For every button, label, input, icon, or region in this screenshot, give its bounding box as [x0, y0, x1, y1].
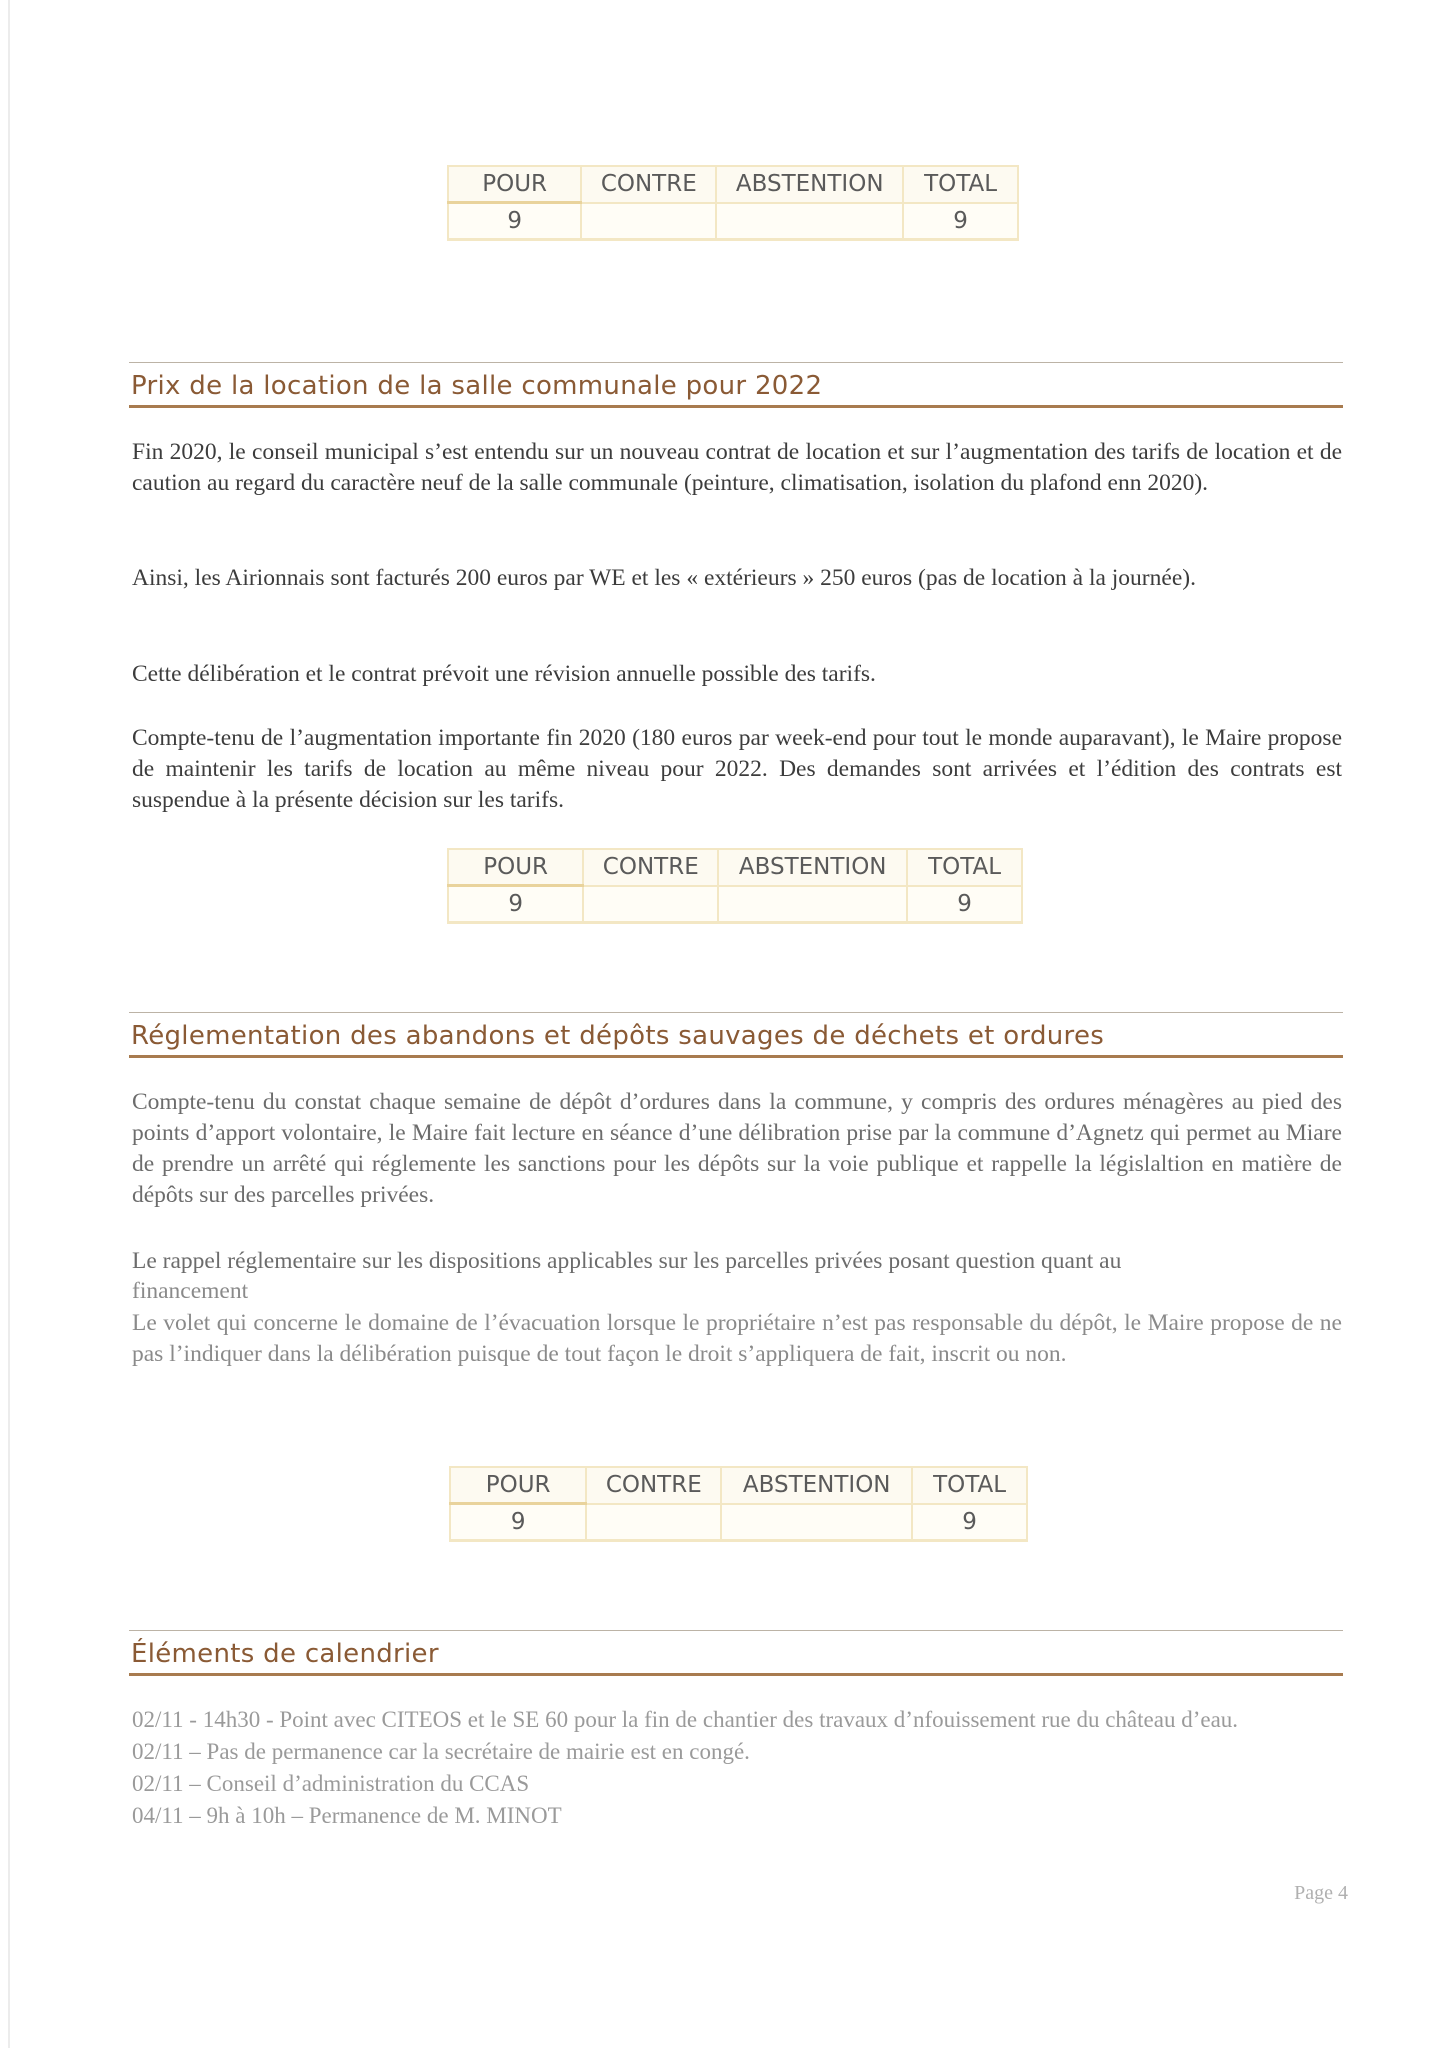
value-abstention	[721, 1504, 912, 1541]
vote-table-2	[447, 848, 1023, 924]
value-abstention	[716, 203, 903, 240]
header-total: TOTAL	[907, 849, 1022, 886]
page-number: Page 4	[1294, 1882, 1348, 1904]
header-abstention: ABSTENTION	[721, 1467, 912, 1504]
paragraph: Compte-tenu du constat chaque semaine de dépôt d’ordures dans la commune, y compris des ordures ménagères au pied des points d’apport volontaire, le Maire fait lecture en séance d’une délibration prise par la commune d’Agnetz qui permet au Miare de prendre un arrêté qui réglemente les sanctions pour les dépôts sur la voie publique et rappelle la législaltion en matière de dépôts sur des parcelles privées.	[132, 1089, 1342, 1208]
vote-table-1	[447, 165, 1019, 241]
value-total: 9	[903, 203, 1018, 240]
value-contre	[581, 203, 716, 240]
header-pour: POUR	[450, 1467, 586, 1504]
value-abstention	[718, 886, 907, 923]
header-contre: CONTRE	[583, 849, 718, 886]
calendar-item: 04/11 – 9h à 10h – Permanence de M. MINOT	[132, 1803, 562, 1828]
section-title: Éléments de calendrier	[131, 1639, 439, 1669]
header-abstention: ABSTENTION	[716, 166, 903, 203]
heading-rule-bottom	[129, 1055, 1343, 1058]
vote-table-3	[449, 1466, 1028, 1542]
header-pour: POUR	[448, 166, 581, 203]
value-pour: 9	[448, 203, 581, 240]
heading-rule-bottom	[129, 1673, 1343, 1676]
paragraph: Cette délibération et le contrat prévoit une révision annuelle possible des tarifs.	[132, 661, 876, 687]
paragraph: Le volet qui concerne le domaine de l’évacuation lorsque le propriétaire n’est pas responsable du dépôt, le Maire propose de ne pas l’indiquer dans la délibération puisque de tout façon le droit s’appliquera de fait, inscrit ou non.	[132, 1310, 1342, 1367]
header-abstention: ABSTENTION	[718, 849, 907, 886]
value-pour: 9	[450, 1504, 586, 1541]
paragraph: financement	[132, 1278, 249, 1304]
value-pour: 9	[448, 886, 583, 923]
value-contre	[586, 1504, 721, 1541]
paragraph: Le rappel réglementaire sur les dispositions applicables sur les parcelles privées posant question quant au	[132, 1248, 1122, 1274]
section-title: Prix de la location de la salle communale pour 2022	[131, 371, 823, 401]
paragraph: Compte-tenu de l’augmentation importante fin 2020 (180 euros par week-end pour tout le monde auparavant), le Maire propose de maintenir les tarifs de location au même niveau pour 2022. Des demandes sont arrivées et l’édition des contrats est suspendue à la présente décision sur les tarifs.	[132, 725, 1342, 813]
heading-rule-bottom	[129, 405, 1343, 408]
header-total: TOTAL	[903, 166, 1018, 203]
header-total: TOTAL	[912, 1467, 1027, 1504]
paragraph: Ainsi, les Airionnais sont facturés 200 euros par WE et les « extérieurs » 250 euros (pas de location à la journée).	[132, 565, 1196, 591]
section-heading-calendrier	[129, 1630, 1343, 1676]
calendar-list	[132, 1704, 1342, 1832]
paragraph: Fin 2020, le conseil municipal s’est entendu sur un nouveau contrat de location et sur l’augmentation des tarifs de location et de caution au regard du caractère neuf de la salle communale (peinture, climatisation, isolation du plafond enn 2020).	[132, 439, 1342, 496]
calendar-item: 02/11 – Conseil d’administration du CCAS	[132, 1771, 530, 1796]
header-pour: POUR	[448, 849, 583, 886]
calendar-item: 02/11 - 14h30 - Point avec CITEOS et le SE 60 pour la fin de chantier des travaux d’nfouissement rue du château d’eau.	[132, 1707, 1239, 1732]
page-edge	[8, 0, 10, 2048]
header-contre: CONTRE	[581, 166, 716, 203]
header-contre: CONTRE	[586, 1467, 721, 1504]
section-heading-location	[129, 362, 1343, 408]
value-total: 9	[912, 1504, 1027, 1541]
value-total: 9	[907, 886, 1022, 923]
section-title: Réglementation des abandons et dépôts sauvages de déchets et ordures	[131, 1021, 1105, 1051]
section-heading-dechets	[129, 1012, 1343, 1058]
calendar-item: 02/11 – Pas de permanence car la secrétaire de mairie est en congé.	[132, 1739, 750, 1764]
value-contre	[583, 886, 718, 923]
